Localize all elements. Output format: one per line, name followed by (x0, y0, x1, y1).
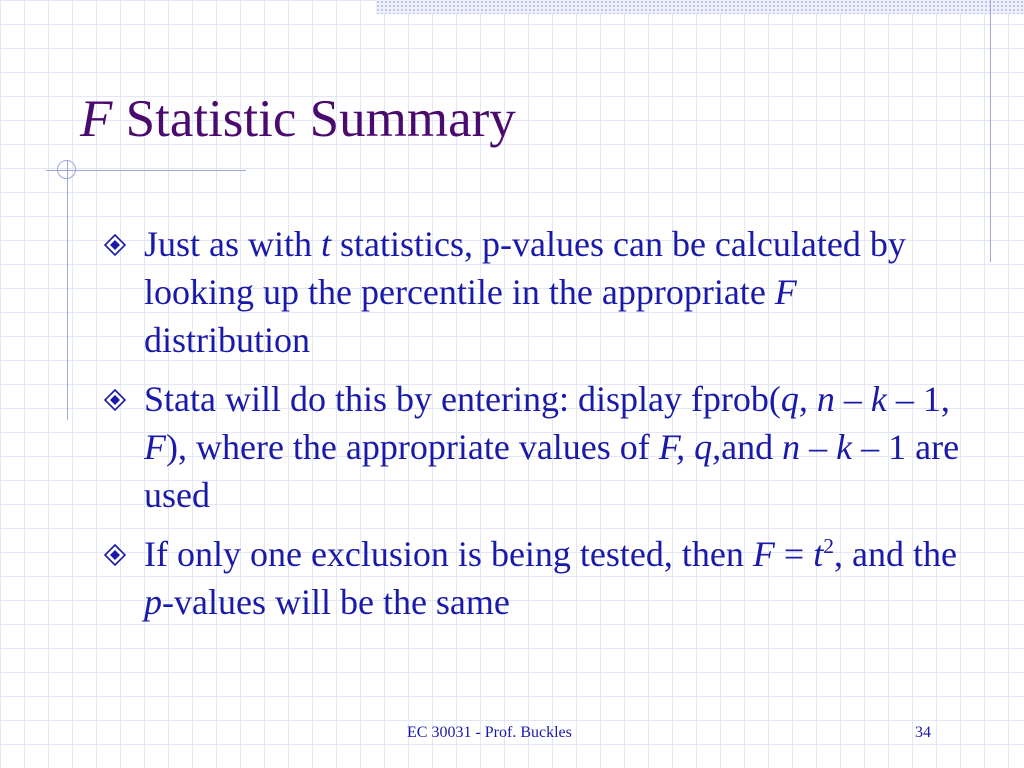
bullet-2-italic: k (870, 379, 887, 419)
bullet-3-text: If only one exclusion is being tested, then (144, 534, 753, 574)
bullet-3-italic-p: p (144, 582, 162, 622)
bullet-2-text: and (721, 427, 783, 467)
bullet-3-superscript: 2 (823, 534, 834, 558)
bullet-2-italic: k (836, 427, 853, 467)
slide-title-text: Statistic Summary (112, 90, 516, 148)
bullet-1-text: statistics, p-values can be calculated by looking up the percentile in the appropriate (144, 224, 906, 312)
bullet-2-text: – (834, 379, 871, 419)
bullet-2-text: ), where the appropriate values of (166, 427, 659, 467)
diamond-bullet-icon (104, 234, 126, 256)
bullet-2-italic: n (782, 427, 801, 467)
bullet-2-italic: q, n (780, 379, 835, 419)
slide-title (80, 88, 516, 152)
bullet-2-text: – 1 are used (144, 427, 960, 515)
slide-title-italic: F (80, 90, 113, 148)
bullet-1-italic-F: F (774, 272, 797, 312)
left-decorative-line (67, 160, 68, 420)
title-underline (46, 170, 246, 171)
diamond-bullet-icon (104, 544, 126, 566)
bullet-1-text: Just as with (144, 224, 322, 264)
bullet-item-1 (104, 220, 964, 364)
bullet-3-text: -values will be the same (162, 582, 510, 622)
corner-circle-ornament (57, 160, 76, 179)
top-decorative-band (376, 0, 1024, 14)
bullet-3-text: , and the (834, 534, 957, 574)
right-decorative-line (990, 0, 991, 262)
bullet-1-text: distribution (144, 320, 311, 360)
footer-page-number: 34 (915, 724, 931, 741)
footer-course-label: EC 30031 - Prof. Buckles (407, 724, 572, 741)
bullet-item-3 (104, 530, 964, 626)
bullet-3-italic-t: t (813, 534, 824, 574)
bullet-1-italic-t: t (321, 224, 332, 264)
bullet-2-italic: F, q, (658, 427, 722, 467)
diamond-bullet-icon (104, 389, 126, 411)
bullet-2-italic: F (144, 427, 166, 467)
bullet-2-text: – 1, (886, 379, 950, 419)
bullet-item-2 (104, 375, 964, 519)
bullet-3-italic-F: F (752, 534, 775, 574)
bullet-list (104, 220, 964, 637)
bullet-2-text: Stata will do this by entering: display fprob( (144, 379, 781, 419)
bullet-3-text: = (774, 534, 814, 574)
bullet-2-text: – (800, 427, 837, 467)
